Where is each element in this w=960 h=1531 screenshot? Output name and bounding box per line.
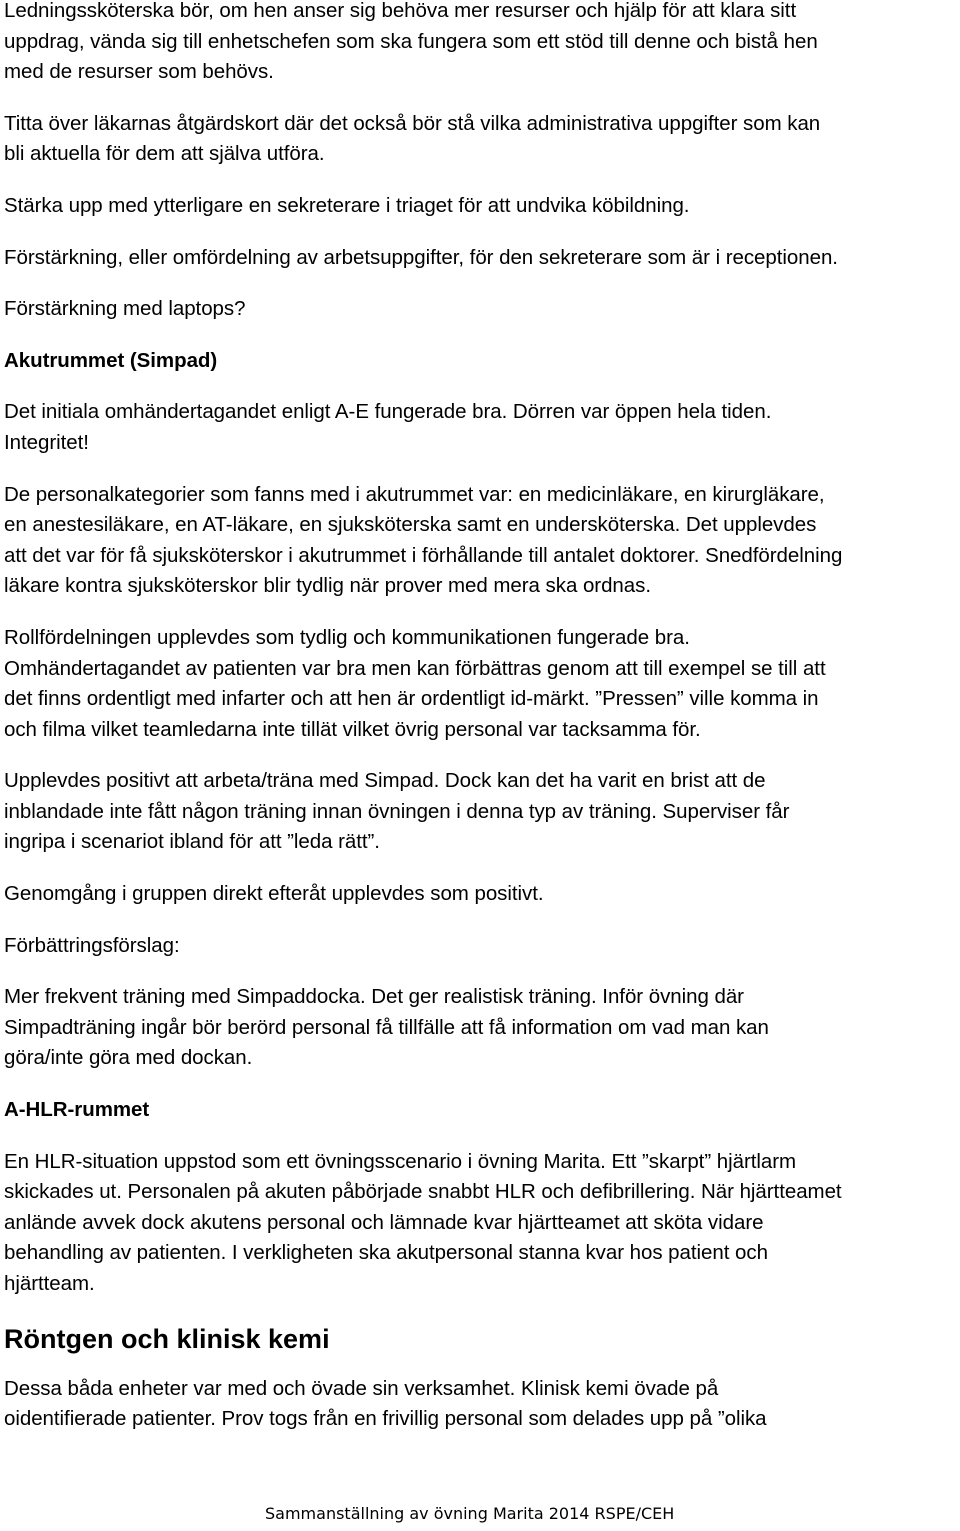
section-heading-akutrummet: Akutrummet (Simpad) (4, 348, 218, 372)
text-line: Ledningssköterska bör, om hen anser sig behöva mer resurser och hjälp för att klara sitt (4, 0, 797, 22)
text-line: Rollfördelningen upplevdes som tydlig och kommunikationen fungerade bra. (4, 625, 690, 649)
text-line: Upplevdes positivt att arbeta/träna med Simpad. Dock kan det ha varit en brist att de (4, 769, 766, 793)
text-line: Mer frekvent träning med Simpaddocka. Det ger realistisk träning. Inför övning där (4, 985, 744, 1009)
text-line: och filma vilket teamledarna inte tillät vilket övrig personal var tacksamma för. (4, 717, 701, 741)
text-line: en anestesiläkare, en AT-läkare, en sjuksköterska samt en undersköterska. Det upplevdes (4, 513, 817, 537)
text-line: Integritet! (4, 430, 89, 454)
text-line: Dessa båda enheter var med och övade sin verksamhet. Klinisk kemi övade på (4, 1376, 719, 1400)
text-line: En HLR-situation uppstod som ett övningsscenario i övning Marita. Ett ”skarpt” hjärtlarm (4, 1149, 797, 1173)
text-line: uppdrag, vända sig till enhetschefen som ska fungera som ett stöd till denne och bistå hen (4, 29, 818, 53)
text-line: Simpadträning ingår bör berörd personal få tillfälle att få information om vad man kan (4, 1015, 769, 1039)
page-footer: Sammanställning av övning Marita 2014 RSPE/CEH (265, 1504, 675, 1523)
text-line: hjärtteam. (4, 1272, 95, 1295)
text-line: Omhändertagandet av patienten var bra men kan förbättras genom att till exempel se till att (4, 656, 826, 680)
text-line: skickades ut. Personalen på akuten påbörjade snabbt HLR och defibrillering. När hjärtteamet (4, 1180, 842, 1204)
text-line: De personalkategorier som fanns med i akutrummet var: en medicinläkare, en kirurgläkare, (4, 482, 825, 506)
text-line: bli aktuella för dem att själva utföra. (4, 142, 325, 166)
text-line: läkare kontra sjuksköterskor blir tydlig när prover med mera ska ordnas. (4, 574, 651, 598)
text-line: anlände avvek dock akutens personal och lämnade kvar hjärtteamet att sköta vidare (4, 1210, 764, 1234)
text-line: med de resurser som behövs. (4, 60, 274, 84)
text-line: Stärka upp med ytterligare en sekreterare i triaget för att undvika köbildning. (4, 193, 690, 217)
text-line: inblandade inte fått någon träning innan övningen i denna typ av träning. Superviser får (4, 799, 790, 823)
text-line: det finns ordentligt med infarter och att hen är ordentligt id-märkt. ”Pressen” ville komma in (4, 687, 819, 711)
text-line: Genomgång i gruppen direkt efteråt upplevdes som positivt. (4, 882, 544, 906)
text-line: Förstärkning, eller omfördelning av arbetsuppgifter, för den sekreterare som är i receptionen. (4, 245, 838, 269)
text-line: ingripa i scenariot ibland för att ”leda rätt”. (4, 830, 380, 854)
text-line: oidentifierade patienter. Prov togs från en frivillig personal som delades upp på ”olika (4, 1407, 767, 1431)
section-heading-rontgen: Röntgen och klinisk kemi (4, 1323, 330, 1354)
text-line: Titta över läkarnas åtgärdskort där det också bör stå vilka administrativa uppgifter som kan (4, 111, 821, 135)
text-line: att det var för få sjuksköterskor i akutrummet i förhållande till antalet doktorer. Snedfördelning (4, 543, 843, 567)
text-line: Förstärkning med laptops? (4, 297, 246, 321)
text-line: behandling av patienten. I verkligheten ska akutpersonal stanna kvar hos patient och (4, 1241, 768, 1265)
document-body (4, 0, 958, 1435)
section-heading-a-hlr: A-HLR-rummet (4, 1098, 150, 1122)
text-line: göra/inte göra med dockan. (4, 1046, 253, 1070)
text-line: Förbättringsförslag: (4, 933, 180, 957)
text-line: Det initiala omhändertagandet enligt A-E fungerade bra. Dörren var öppen hela tiden. (4, 400, 772, 424)
